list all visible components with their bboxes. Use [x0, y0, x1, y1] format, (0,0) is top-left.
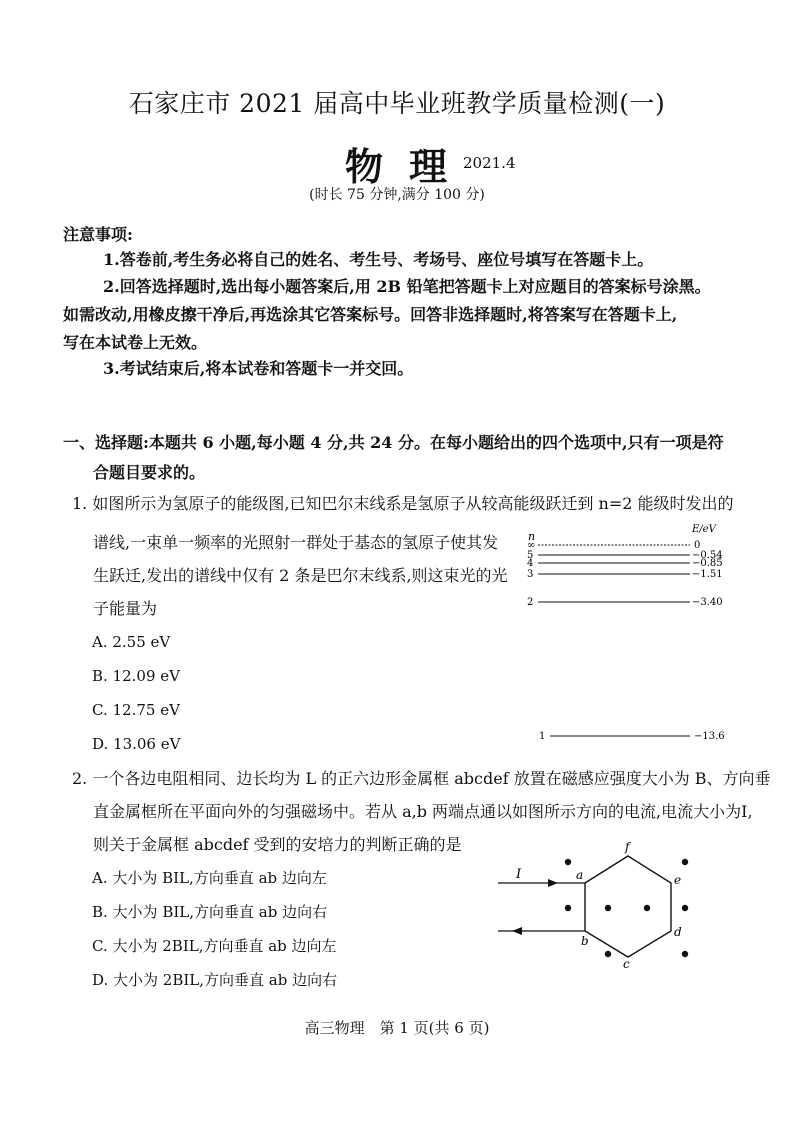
field-dot [682, 859, 688, 865]
level-n-5: 5 [527, 550, 534, 561]
q1-option-d: D. 13.06 eV [92, 735, 181, 753]
notice-item-2-line-2: 如需改动,用橡皮擦干净后,再选涂其它答案标号。回答非选择题时,将答案写在答题卡上, [63, 305, 678, 324]
q1-option-a: A. 2.55 eV [92, 633, 171, 651]
field-dot [605, 951, 611, 957]
subject-title: 物理 [345, 144, 474, 189]
field-dot [644, 905, 650, 911]
energy-axis-label: E/eV [692, 524, 716, 535]
q1-stem-line-3: 生跃迁,发出的谱线中仅有 2 条是巴尔末线系,则这束光的光 [93, 566, 508, 585]
level-e-1: −13.6 [694, 731, 725, 742]
q2-option-b: B. 大小为 BIL,方向垂直 ab 边向右 [92, 903, 328, 921]
energy-level-diagram [520, 518, 730, 746]
notice-item-2-line-3: 写在本试卷上无效。 [63, 333, 208, 352]
level-e-4: −0.85 [692, 558, 723, 569]
notice-item-1: 1.答卷前,考生务必将自己的姓名、考生号、考场号、座位号填写在答题卡上。 [103, 250, 654, 269]
vertex-c: c [623, 957, 630, 971]
q1-stem-line-1: 1. 如图所示为氢原子的能级图,已知巴尔末线系是氢原子从较高能级跃迁到 n=2 能级时发出的 [72, 494, 734, 513]
vertex-f: f [625, 840, 630, 854]
level-n-2: 2 [527, 597, 534, 608]
q2-stem-line-2: 直金属框所在平面向外的匀强磁场中。若从 a,b 两端点通以如图所示方向的电流,电流大小为I, [93, 802, 753, 821]
q2-stem-line-3: 则关于金属框 abcdef 受到的安培力的判断正确的是 [93, 835, 462, 854]
vertex-b: b [581, 934, 589, 948]
vertex-d: d [674, 925, 682, 939]
output-arrow-icon [512, 927, 522, 935]
q1-option-c: C. 12.75 eV [92, 701, 180, 719]
notice-heading: 注意事项: [63, 225, 133, 244]
q2-option-d: D. 大小为 2BIL,方向垂直 ab 边向右 [92, 971, 338, 989]
exam-title: 石家庄市 2021 届高中毕业班教学质量检测(一) [128, 89, 666, 118]
hexagon-frame-diagram [490, 836, 705, 976]
q1-option-b: B. 12.09 eV [92, 667, 180, 685]
vertex-e: e [674, 873, 682, 887]
section-1-heading-cont: 合题目要求的。 [93, 463, 206, 482]
current-label: I [516, 867, 522, 882]
field-dot [605, 905, 611, 911]
q2-option-a: A. 大小为 BIL,方向垂直 ab 边向左 [92, 869, 327, 887]
level-e-inf: 0 [694, 540, 701, 551]
section-1-heading: 一、选择题:本题共 6 小题,每小题 4 分,共 24 分。在每小题给出的四个选项中,只有一项是符 [63, 433, 724, 452]
field-dot [682, 905, 688, 911]
page-footer: 高三物理 第 1 页(共 6 页) [304, 1019, 490, 1037]
notice-item-3: 3.考试结束后,将本试卷和答题卡一并交回。 [103, 359, 414, 378]
field-dot [565, 905, 571, 911]
q2-option-c: C. 大小为 2BIL,方向垂直 ab 边向左 [92, 937, 337, 955]
exam-date: 2021.4 [463, 154, 516, 172]
vertex-a: a [576, 868, 584, 882]
level-e-5: −0.54 [692, 550, 723, 561]
input-arrow-icon [548, 879, 558, 887]
q1-stem-line-4: 子能量为 [93, 599, 158, 618]
hexagon-frame [585, 856, 671, 957]
notice-item-2-line-1: 2.回答选择题时,选出每小题答案后,用 2B 铅笔把答题卡上对应题目的答案标号涂黑。 [103, 277, 711, 296]
level-n-4: 4 [527, 558, 534, 569]
level-n-3: 3 [527, 569, 534, 580]
level-n-1: 1 [539, 731, 546, 742]
q1-stem-line-2: 谱线,一束单一频率的光照射一群处于基态的氢原子使其发 [93, 533, 499, 552]
n-axis-label: n [528, 530, 536, 543]
level-e-2: −3.40 [692, 597, 723, 608]
field-dot [682, 951, 688, 957]
q2-stem-line-1: 2. 一个各边电阻相同、边长均为 L 的正六边形金属框 abcdef 放置在磁感应强度大小为 B、方向垂 [72, 769, 771, 788]
level-n-inf: ∞ [527, 540, 536, 551]
exam-duration: (时长 75 分钟,满分 100 分) [309, 187, 485, 203]
level-e-3: −1.51 [692, 569, 723, 580]
field-dot [565, 859, 571, 865]
